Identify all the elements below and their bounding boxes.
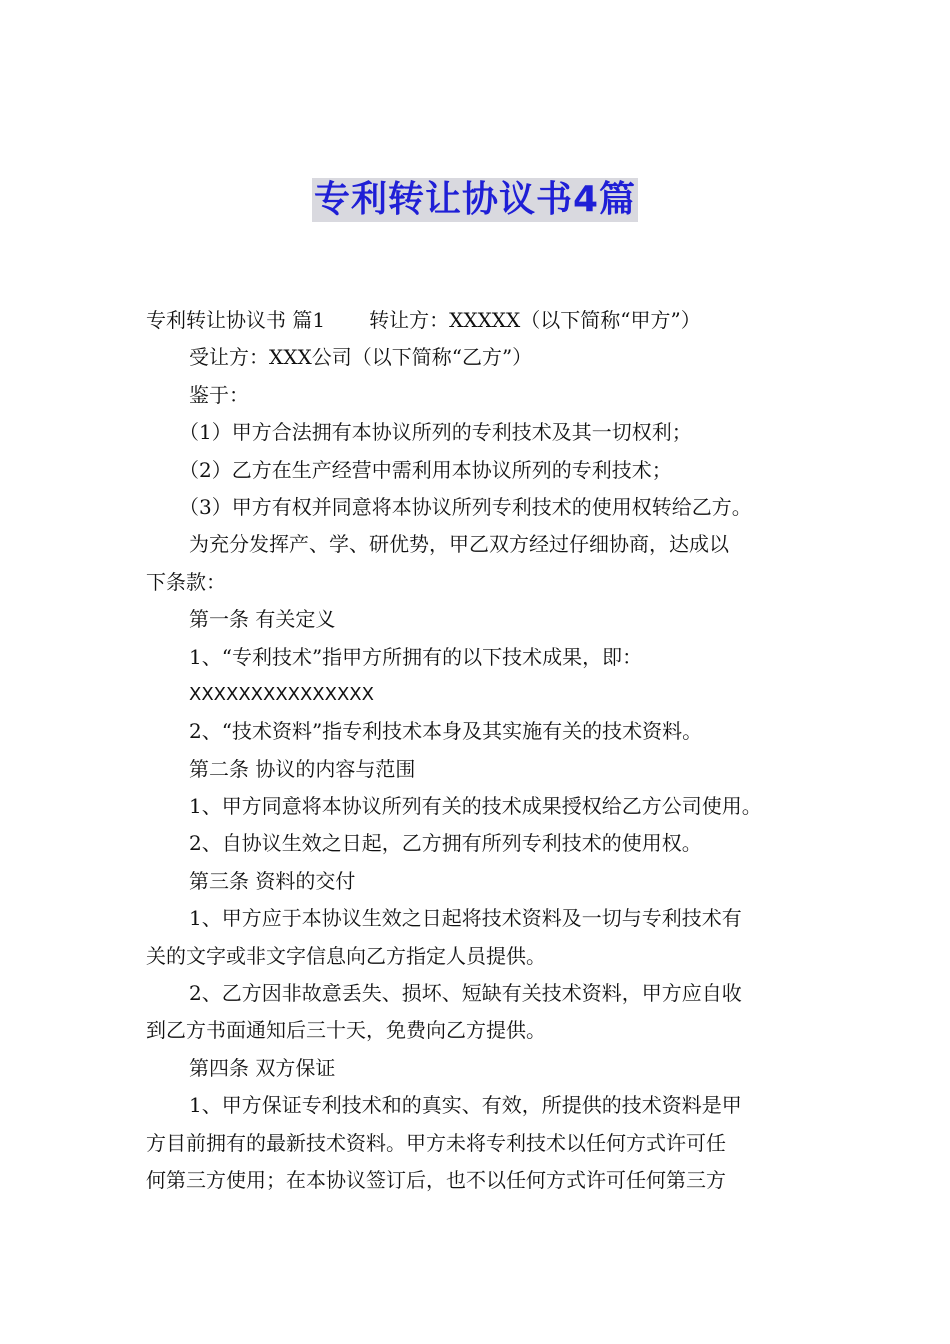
paragraph-line: 1、甲方同意将本协议所列有关的技术成果授权给乙方公司使用。 bbox=[189, 794, 762, 819]
paragraph-line: 1、甲方保证专利技术和的真实、有效，所提供的技术资料是甲 bbox=[189, 1093, 742, 1118]
document-title: 专利转让协议书4篇 bbox=[313, 179, 637, 220]
paragraph-line: 2、乙方因非故意丢失、损坏、短缺有关技术资料，甲方应自收 bbox=[189, 981, 742, 1006]
paragraph-line: 为充分发挥产、学、研优势，甲乙双方经过仔细协商，达成以 bbox=[189, 532, 729, 557]
paragraph-line: 关的文字或非文字信息向乙方指定人员提供。 bbox=[146, 943, 546, 968]
paragraph-line: 1、甲方应于本协议生效之日起将技术资料及一切与专利技术有 bbox=[189, 906, 742, 931]
paragraph-line: 鉴于： bbox=[189, 382, 249, 407]
paragraph-line: 方目前拥有的最新技术资料。甲方未将专利技术以任何方式许可任 bbox=[146, 1130, 726, 1155]
paragraph-line: （2）乙方在生产经营中需利用本协议所列的专利技术； bbox=[179, 457, 672, 482]
paragraph-line bbox=[146, 302, 818, 339]
article-heading: 第一条 有关定义 bbox=[189, 607, 336, 632]
paragraph-line: 何第三方使用；在本协议签订后，也不以任何方式许可任何第三方 bbox=[146, 1167, 726, 1192]
transferor-line: 转让方：XXXXX（以下简称“甲方”） bbox=[369, 308, 701, 332]
paragraph-line: （3）甲方有权并同意将本协议所列专利技术的使用权转给乙方。 bbox=[179, 494, 752, 519]
paragraph-line: （1）甲方合法拥有本协议所列的专利技术及其一切权利； bbox=[179, 420, 692, 445]
article-heading: 第二条 协议的内容与范围 bbox=[189, 756, 416, 781]
paragraph-line: 1、“专利技术”指甲方所拥有的以下技术成果，即： bbox=[189, 644, 643, 669]
title-wrap bbox=[0, 178, 950, 222]
paragraph-line: 2、自协议生效之日起，乙方拥有所列专利技术的使用权。 bbox=[189, 831, 702, 856]
section-heading: 专利转让协议书 篇1 bbox=[146, 308, 326, 332]
article-heading: 第四条 双方保证 bbox=[189, 1055, 336, 1080]
document-body bbox=[146, 302, 818, 1199]
placeholder-line: XXXXXXXXXXXXXXX bbox=[189, 683, 374, 705]
paragraph-line: 到乙方书面通知后三十天，免费向乙方提供。 bbox=[146, 1018, 546, 1043]
article-heading: 第三条 资料的交付 bbox=[189, 868, 356, 893]
paragraph-line: 2、“技术资料”指专利技术本身及其实施有关的技术资料。 bbox=[189, 719, 703, 744]
paragraph-line: 受让方：XXX公司（以下简称“乙方”） bbox=[189, 345, 533, 370]
paragraph-line: 下条款： bbox=[146, 569, 226, 594]
